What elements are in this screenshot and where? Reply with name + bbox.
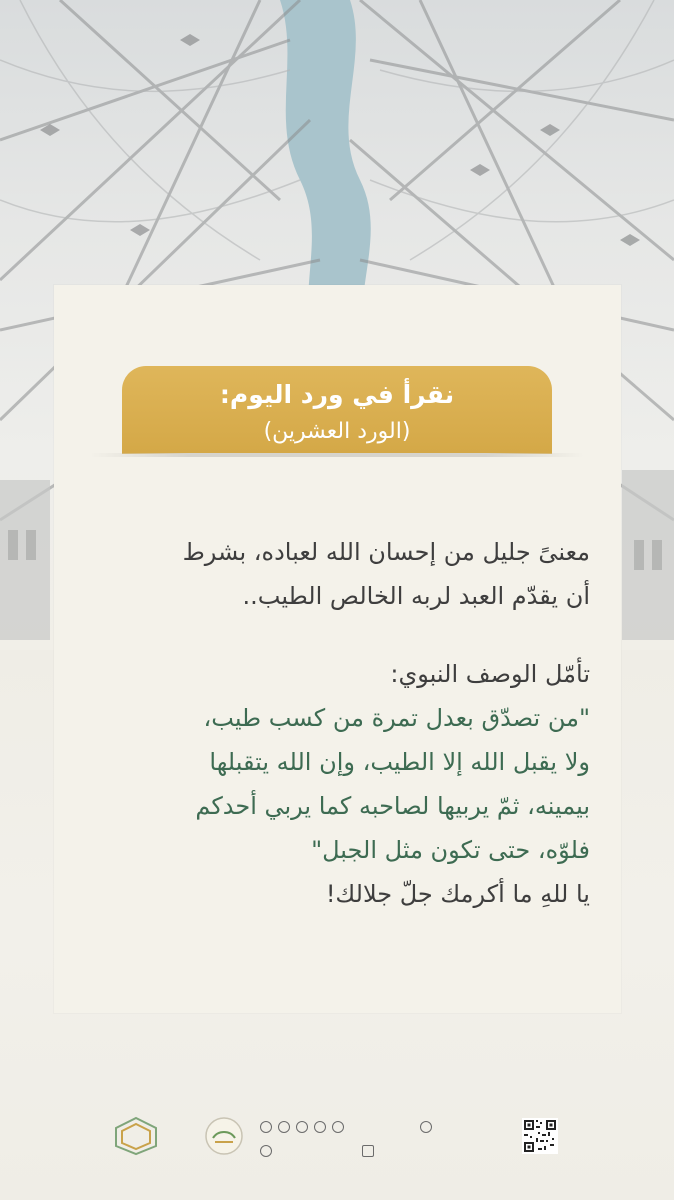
qr-code-icon xyxy=(522,1118,558,1154)
page-title: نقرأ في ورد اليوم: xyxy=(219,380,455,409)
dalail-logo-icon xyxy=(112,1116,160,1156)
telegram-icon[interactable] xyxy=(260,1121,272,1133)
text-line: تأمّل الوصف النبوي: xyxy=(390,660,590,688)
page-subtitle: (الورد العشرين) xyxy=(263,419,411,444)
instagram-icon[interactable] xyxy=(296,1121,308,1133)
youtube-icon[interactable] xyxy=(332,1121,344,1133)
paragraph-hadith xyxy=(90,652,590,916)
hadith-line: بيمينه، ثمّ يربيها لصاحبه كما يربي أحدكم xyxy=(195,792,590,820)
facebook-icon[interactable] xyxy=(420,1121,432,1133)
snapchat-icon[interactable] xyxy=(314,1121,326,1133)
sunnati-logo-icon xyxy=(204,1116,244,1156)
text-line: معنىً جليل من إحسان الله لعباده، بشرط xyxy=(182,538,590,566)
title-underline xyxy=(90,453,584,457)
hadith-line: "من تصدّق بعدل تمرة من كسب طيب، xyxy=(203,704,590,732)
twitter-icon[interactable] xyxy=(278,1121,290,1133)
email-icon[interactable] xyxy=(362,1145,374,1157)
hadith-line: فلوّه، حتى تكون مثل الجبل" xyxy=(311,836,590,864)
hadith-line: ولا يقبل الله إلا الطيب، وإن الله يتقبلها xyxy=(209,748,590,776)
closing-line: يا للهِ ما أكرمك جلّ جلالك! xyxy=(325,880,590,908)
text-line: أن يقدّم العبد لربه الخالص الطيب.. xyxy=(242,582,590,610)
whatsapp-icon[interactable] xyxy=(260,1145,272,1157)
paragraph-intro xyxy=(90,530,590,618)
